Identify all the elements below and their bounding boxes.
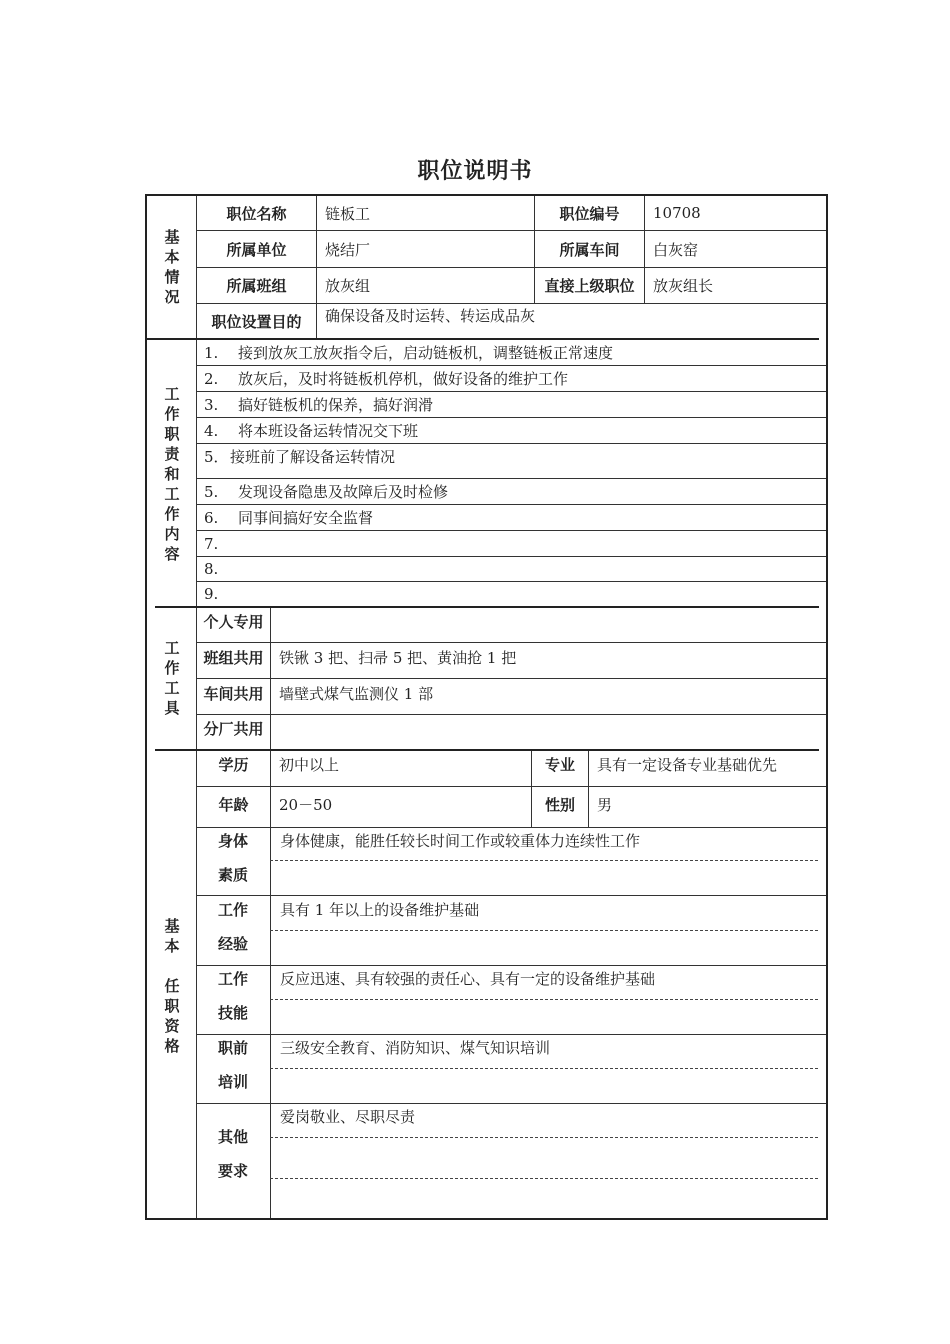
unit-value: 烧结厂 [325, 240, 371, 259]
row-divider [196, 556, 826, 557]
major-value: 具有一定设备专业基础优先 [597, 756, 778, 774]
skills-value: 反应迅速、具有较强的责任心、具有一定的设备维护基础 [280, 970, 656, 988]
skills-label: 工作 技能 [217, 970, 248, 1022]
team-value: 放灰组 [325, 277, 371, 295]
purpose-label: 职位设置目的 [211, 312, 302, 331]
superior-label: 直接上级职位 [544, 277, 635, 295]
other-label: 其他 要求 [217, 1128, 248, 1180]
section-label-duties: 工 作 职 责 和 工 作 内 容 [164, 385, 180, 563]
dashed-line [270, 930, 818, 931]
purpose-value: 确保设备及时运转、转运成品灰 [325, 306, 536, 325]
superior-value: 放灰组长 [653, 277, 714, 295]
bottom-rule [155, 1218, 271, 1220]
other-value: 爱岗敬业、尽职尽责 [280, 1108, 416, 1126]
tool-value-workshop: 墙壁式煤气监测仪 1 部 [279, 684, 434, 703]
row-divider [196, 530, 826, 531]
education-label: 学历 [218, 756, 249, 774]
tool-value-plant [271, 715, 819, 741]
row-divider [196, 1103, 826, 1104]
physical-value: 身体健康，能胜任较长时间工作或较重体力连续性工作 [280, 832, 641, 850]
section-label-basic: 基 本 情 况 [164, 228, 180, 306]
age-label: 年龄 [218, 795, 249, 814]
gender-label: 性别 [544, 795, 575, 814]
duty-item: 9. [204, 585, 219, 603]
workshop-label: 所属车间 [559, 240, 620, 259]
dashed-line [270, 1178, 818, 1179]
dashed-line [270, 1068, 818, 1069]
tool-label-plant: 分厂共用 [203, 719, 264, 738]
duty-item: 6. 同事间搞好安全监督 [204, 508, 374, 527]
physical-label: 身体 素质 [217, 832, 248, 884]
duty-item: 2. 放灰后，及时将链板机停机，做好设备的维护工作 [204, 369, 569, 388]
position-no-value: 10708 [653, 204, 701, 222]
duty-item: 1. 接到放灰工放灰指令后，启动链板机，调整链板正常速度 [204, 343, 614, 362]
training-label: 职前 培训 [217, 1039, 248, 1091]
position-name-value: 链板工 [325, 204, 371, 223]
dashed-line [270, 1137, 818, 1138]
row-divider [196, 1034, 826, 1035]
training-value: 三级安全教育、消防知识、煤气知识培训 [280, 1039, 551, 1057]
document-title: 职位说明书 [417, 159, 533, 184]
tool-label-workshop: 车间共用 [203, 684, 264, 703]
unit-label: 所属单位 [226, 240, 287, 259]
row-divider [196, 895, 826, 896]
row-divider [196, 581, 826, 582]
duty-item: 5. 发现设备隐患及故障后及时检修 [204, 482, 449, 501]
duty-item: 7. [204, 534, 219, 553]
education-value: 初中以上 [279, 756, 340, 774]
tool-label-personal: 个人专用 [203, 612, 264, 631]
tool-value-team: 铁锹 3 把、扫帚 5 把、黄油抢 1 把 [279, 648, 517, 667]
position-no-label: 职位编号 [559, 204, 620, 223]
team-label: 所属班组 [226, 277, 287, 295]
dashed-line [270, 999, 818, 1000]
tool-value-personal [271, 607, 819, 635]
section-label-qualifications: 基 本 任 职 资 格 [164, 917, 180, 1055]
experience-label: 工作 经验 [217, 901, 248, 953]
duty-item: 4. 将本班设备运转情况交下班 [204, 421, 419, 440]
duty-item: 3. 搞好链板机的保养，搞好润滑 [204, 395, 434, 414]
age-value: 20－50 [279, 795, 333, 814]
duty-item: 5． 接班前了解设备运转情况 [204, 447, 396, 466]
workshop-value: 白灰窑 [653, 240, 699, 259]
major-label: 专业 [544, 756, 575, 774]
section-label-tools: 工 作 工 具 [164, 639, 180, 717]
row-divider [196, 965, 826, 966]
dashed-line [270, 860, 818, 861]
gender-value: 男 [597, 795, 613, 814]
tool-label-team: 班组共用 [203, 648, 264, 667]
row-divider [196, 827, 826, 828]
duty-item: 8. [204, 560, 219, 578]
position-name-label: 职位名称 [226, 204, 287, 223]
experience-value: 具有 1 年以上的设备维护基础 [280, 901, 480, 919]
